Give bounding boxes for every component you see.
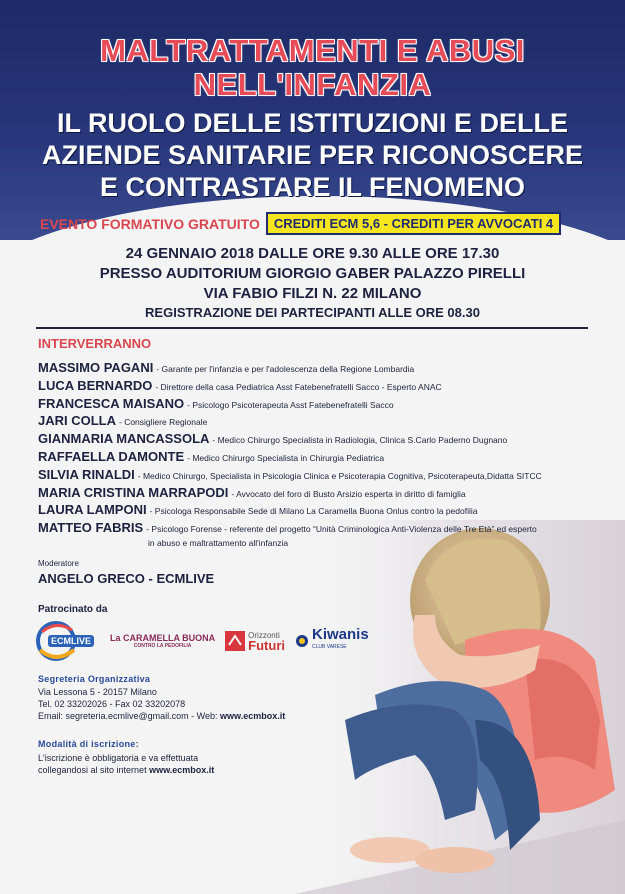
secretariat-email: Email: segreteria.ecmlive@gmail.com - Web:: [38, 711, 221, 721]
speaker-name: SILVIA RINALDI: [38, 466, 135, 482]
orizzonti-futuri-logo: [225, 631, 285, 651]
speaker-role: - Psicologo Forense - referente del progetto “Unità Criminologica Anti-Violenza delle Tre Età” ed esperto: [146, 524, 537, 535]
speakers-heading: INTERVERRANNO: [38, 336, 152, 351]
event-label: EVENTO FORMATIVO GRATUITO: [40, 215, 260, 232]
registration-title: Modalità di iscrizione:: [38, 739, 139, 749]
divider: [36, 327, 588, 329]
moderator-name: ANGELO GRECO - ECMLIVE: [38, 571, 215, 586]
patronage-logos: [34, 620, 369, 662]
ecmlive-logo-text: ECMLIVE: [51, 636, 92, 646]
event-registration: REGISTRAZIONE DEI PARTECIPANTI ALLE ORE 08.30: [145, 305, 480, 320]
speaker-name: MATTEO FABRIS: [38, 520, 144, 536]
speaker-name: RAFFAELLA DAMONTE: [38, 448, 185, 464]
kiwanis-club-text: CLUB VARESE: [312, 644, 347, 650]
speaker-row: [38, 431, 598, 449]
speaker-name: GIANMARIA MANCASSOLA: [38, 431, 210, 447]
child-illustration: [295, 520, 625, 894]
speaker-role: - Psicologa Responsabile Sede di Milano La Caramella Buona Onlus contro la pedofilia: [149, 506, 478, 517]
registration-text: collegandosi al sito internet: [38, 765, 150, 775]
secretariat-title: Segreteria Organizzativa: [38, 674, 151, 684]
speaker-row: [38, 467, 598, 485]
speaker-row: [38, 502, 598, 520]
title-line-1: MALTRATTAMENTI E ABUSI: [100, 33, 525, 68]
speaker-role: - Medico Chirurgo, Specialista in Psicologia Clinica e Psicoterapia Cognitiva, Psicoterapeuta,Didatta SITCC: [137, 470, 542, 481]
speaker-role: - Medico Chirurgo Specialista in Radiologia, Clinica S.Carlo Paderno Dugnano: [212, 435, 508, 446]
event-date: 24 GENNAIO 2018 DALLE ORE 9.30 ALLE ORE 17.30: [125, 245, 500, 262]
secretariat-contact: [38, 710, 285, 723]
speaker-row: [38, 396, 598, 414]
event-venue: PRESSO AUDITORIUM GIORGIO GABER PALAZZO PIRELLI: [99, 265, 526, 282]
speaker-list: [38, 360, 598, 552]
kiwanis-text: Kiwanis: [312, 626, 369, 643]
subtitle-line-1: IL RUOLO DELLE ISTITUZIONI E DELLE: [56, 108, 568, 138]
orizzonti-icon: [225, 631, 245, 651]
registration-line-2: [38, 764, 214, 777]
subtitle-line-2: AZIENDE SANITARIE PER RICONOSCERE: [41, 140, 584, 170]
event-row: [40, 212, 561, 235]
moderator-label: Moderatore: [38, 559, 79, 568]
speaker-row: [38, 378, 598, 396]
caramella-buona-logo: [110, 633, 215, 649]
speaker-name: JARI COLLA: [38, 413, 116, 429]
speaker-row: [38, 413, 598, 431]
speaker-role: - Psicologo Psicoterapeuta Asst Fatebenefratelli Sacco: [187, 399, 394, 410]
speaker-role: - Medico Chirurgo Specialista in Chirurgia Pediatrica: [187, 452, 385, 463]
speaker-role: - Garante per l'infanzia e per l'adolescenza della Regione Lombardia: [156, 364, 415, 374]
ecmlive-logo: [34, 620, 100, 662]
secretariat-address: Via Lessona 5 - 20157 Milano: [38, 687, 157, 697]
event-address: VIA FABIO FILZI N. 22 MILANO: [203, 285, 422, 302]
futuri-text: Futuri: [248, 638, 285, 653]
subtitle-line-3: E CONTRASTARE IL FENOMENO: [99, 172, 525, 202]
speaker-row: [38, 360, 598, 378]
speaker-name: LUCA BERNARDO: [38, 377, 153, 393]
registration-web-link[interactable]: www.ecmbox.it: [149, 765, 215, 775]
kiwanis-icon: [295, 634, 309, 648]
caramella-logo-tagline: CONTRO LA PEDOFILIA: [133, 643, 192, 649]
caramella-logo-text: La CARAMELLA BUONA: [110, 633, 216, 643]
speaker-row: [38, 449, 598, 467]
orizzonti-text: Orizzonti: [248, 631, 280, 640]
speaker-role-continued: in abuso e maltrattamento all'infanzia: [148, 537, 289, 548]
speaker-role: - Direttore della casa Pediatrica Asst Fatebenefratelli Sacco - Esperto ANAC: [155, 381, 442, 392]
kiwanis-logo: [295, 626, 369, 653]
speaker-role: - Consigliere Regionale: [119, 417, 208, 428]
secretariat-web-link[interactable]: www.ecmbox.it: [220, 711, 286, 721]
speaker-name: FRANCESCA MAISANO: [38, 395, 185, 411]
speaker-row: [38, 520, 598, 538]
registration-line-1: L'iscrizione è obbligatoria e va effettuata: [38, 753, 199, 763]
patronage-label: Patrocinato da: [38, 604, 108, 615]
credits-badge: CREDITI ECM 5,6 - CREDITI PER AVVOCATI 4: [266, 212, 561, 235]
speaker-row: [38, 485, 598, 503]
secretariat-phone: Tel. 02 33202026 - Fax 02 33202078: [38, 699, 186, 709]
speaker-name: LAURA LAMPONI: [38, 502, 147, 518]
speaker-name: MASSIMO PAGANI: [38, 360, 154, 375]
speaker-role: - Avvocato del foro di Busto Arsizio esperta in diritto di famiglia: [231, 488, 466, 499]
title-line-2: NELL'INFANZIA: [193, 67, 432, 102]
speaker-name: MARIA CRISTINA MARRAPODI: [38, 484, 229, 500]
